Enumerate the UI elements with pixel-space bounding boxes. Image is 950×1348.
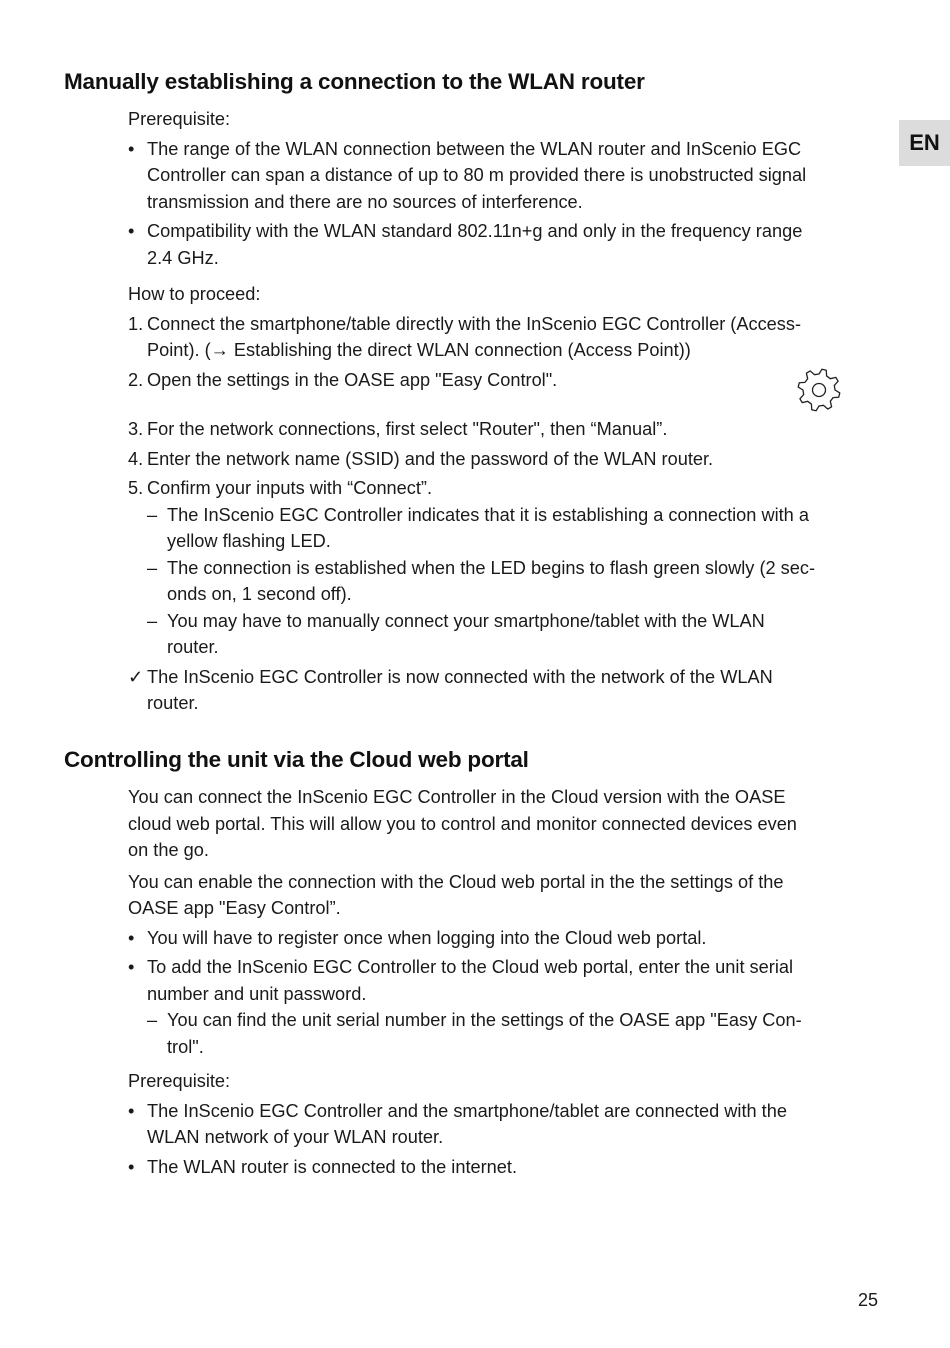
settings-gear-icon bbox=[795, 366, 843, 414]
cloud-enable-paragraph: You can enable the connection with the Cloud web portal in the the settings of the OASE app "Easy Control”. bbox=[128, 871, 784, 918]
cloud-portal-prerequisites bbox=[128, 1068, 873, 1180]
prerequisite-label: Prerequisite: bbox=[128, 1071, 231, 1091]
result-item: – You may have to manually connect your smartphone/tablet with the WLAN router. bbox=[128, 608, 873, 661]
procedure-label: How to proceed: bbox=[128, 284, 261, 304]
bullet-marker: • bbox=[128, 927, 135, 948]
check-icon: ✓ bbox=[128, 666, 144, 687]
result-item: – The connection is established when the LED begins to flash green slowly (2 sec- onds on, 1 second off). bbox=[128, 555, 873, 608]
list-item: • Compatibility with the WLAN standard 802.11n+g and only in the frequency range 2.4 GHz. bbox=[128, 218, 873, 271]
sub-item: – You can find the unit serial number in the settings of the OASE app "Easy Con- trol". bbox=[128, 1007, 873, 1060]
step-item: 3. For the network connections, first select "Router", then “Manual”. bbox=[128, 419, 668, 439]
section-title-wlan-router: Manually establishing a connection to the WLAN router bbox=[64, 69, 645, 94]
wlan-router-prerequisites bbox=[128, 106, 873, 271]
page-number: 25 bbox=[858, 1290, 879, 1310]
bullet-marker: • bbox=[128, 957, 135, 977]
bullet-marker: • bbox=[128, 1100, 135, 1121]
prerequisite-label: Prerequisite: bbox=[128, 109, 231, 129]
dash-marker: – bbox=[147, 610, 158, 631]
step-item: 4. Enter the network name (SSID) and the password of the WLAN router. bbox=[128, 448, 714, 469]
list-item: • You will have to register once when logging into the Cloud web portal. bbox=[128, 925, 873, 952]
bullet-marker: • bbox=[128, 138, 135, 159]
bullet-marker: • bbox=[128, 1156, 135, 1177]
step-item: 2. Open the settings in the OASE app "Easy Control". bbox=[128, 369, 558, 390]
list-item: • The range of the WLAN connection between the WLAN router and InScenio EGC Controller can span a distance of up to 80 m provided there is unobstructed signal transmission and there are no sources of interference. bbox=[128, 136, 873, 216]
dash-marker: – bbox=[147, 557, 158, 578]
step-item: 1. Connect the smartphone/table directly with the InScenio EGC Controller (Access- Point). (→ Establishing the direct WLAN connection (Access Point)) bbox=[128, 313, 802, 360]
cloud-intro-paragraph: You can connect the InScenio EGC Controller in the Cloud version with the OASE cloud web portal. This will allow you to control and monitor connected devices even on the go. bbox=[128, 787, 797, 860]
wlan-router-procedure-continued bbox=[128, 416, 873, 717]
language-tab: EN bbox=[899, 120, 950, 166]
final-result-item: ✓ The InScenio EGC Controller is now connected with the network of the WLAN router. bbox=[128, 664, 873, 717]
dash-marker: – bbox=[147, 504, 158, 525]
dash-marker: – bbox=[147, 1010, 158, 1030]
list-item: • The WLAN router is connected to the internet. bbox=[128, 1154, 873, 1181]
wlan-router-procedure bbox=[128, 281, 873, 393]
list-item: • To add the InScenio EGC Controller to the Cloud web portal, enter the unit serial number and unit password. bbox=[128, 954, 873, 1007]
list-item: • The InScenio EGC Controller and the smartphone/tablet are connected with the WLAN network of your WLAN router. bbox=[128, 1098, 873, 1151]
bullet-marker: • bbox=[128, 221, 135, 241]
section-title-cloud-portal: Controlling the unit via the Cloud web portal bbox=[64, 747, 529, 772]
cloud-portal-body bbox=[128, 784, 873, 1060]
step-item: 5. Confirm your inputs with “Connect”. bbox=[128, 478, 433, 498]
result-item: – The InScenio EGC Controller indicates that it is establishing a connection with a yellow flashing LED. bbox=[128, 502, 873, 555]
